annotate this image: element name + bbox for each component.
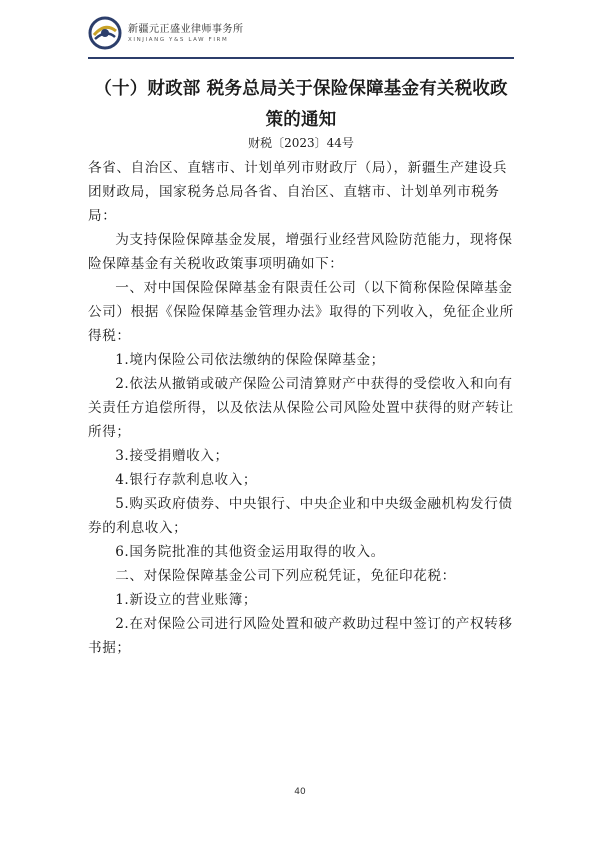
document-title: （十）财政部 税务总局关于保险保障基金有关税收政策的通知 [94, 79, 508, 130]
section-1-item: 3.接受捐赠收入； [115, 448, 229, 464]
section-1-item: 5.购买政府债券、中央银行、中央企业和中央级金融机构发行债券的利息收入； [88, 496, 513, 536]
law-firm-name-cn: 新疆元正盛业律师事务所 [128, 24, 244, 35]
page-number: 40 [294, 787, 306, 797]
addressees-paragraph: 各省、自治区、直辖市、计划单列市财政厅（局），新疆生产建设兵团财政局，国家税务总局各省、自治区、直辖市、计划单列市税务局： [88, 160, 508, 224]
law-firm-logo-icon [88, 16, 122, 50]
section-1-item: 4.银行存款利息收入； [115, 472, 258, 488]
intro-paragraph: 为支持保险保障基金发展，增强行业经营风险防范能力，现将保险保障基金有关税收政策事项明确如下： [88, 232, 513, 272]
law-firm-name [128, 20, 244, 43]
section-2-item: 1.新设立的营业账簿； [115, 592, 258, 608]
section-2-item: 2.在对保险公司进行风险处置和破产救助过程中签订的产权转移书据； [88, 616, 513, 656]
section-1-item: 6.国务院批准的其他资金运用取得的收入。 [115, 544, 385, 560]
section-1-item: 2.依法从撤销或破产保险公司清算财产中获得的受偿收入和向有关责任方追偿所得，以及依法从保险公司风险处置中获得的财产转让所得； [88, 376, 514, 440]
document-body [88, 156, 520, 660]
section-1-heading: 一、对中国保险保障基金有限责任公司（以下简称保险保障基金公司）根据《保险保障基金管理办法》取得的下列收入，免征企业所得税： [88, 280, 514, 344]
law-firm-name-en: XINJIANG Y&S LAW FIRM [128, 37, 229, 43]
header-divider [88, 57, 514, 59]
section-2-heading: 二、对保险保障基金公司下列应税凭证，免征印花税： [115, 568, 456, 584]
document-number: 财税〔2023〕44号 [248, 136, 354, 150]
section-1-item: 1.境内保险公司依法缴纳的保险保障基金； [115, 352, 385, 368]
